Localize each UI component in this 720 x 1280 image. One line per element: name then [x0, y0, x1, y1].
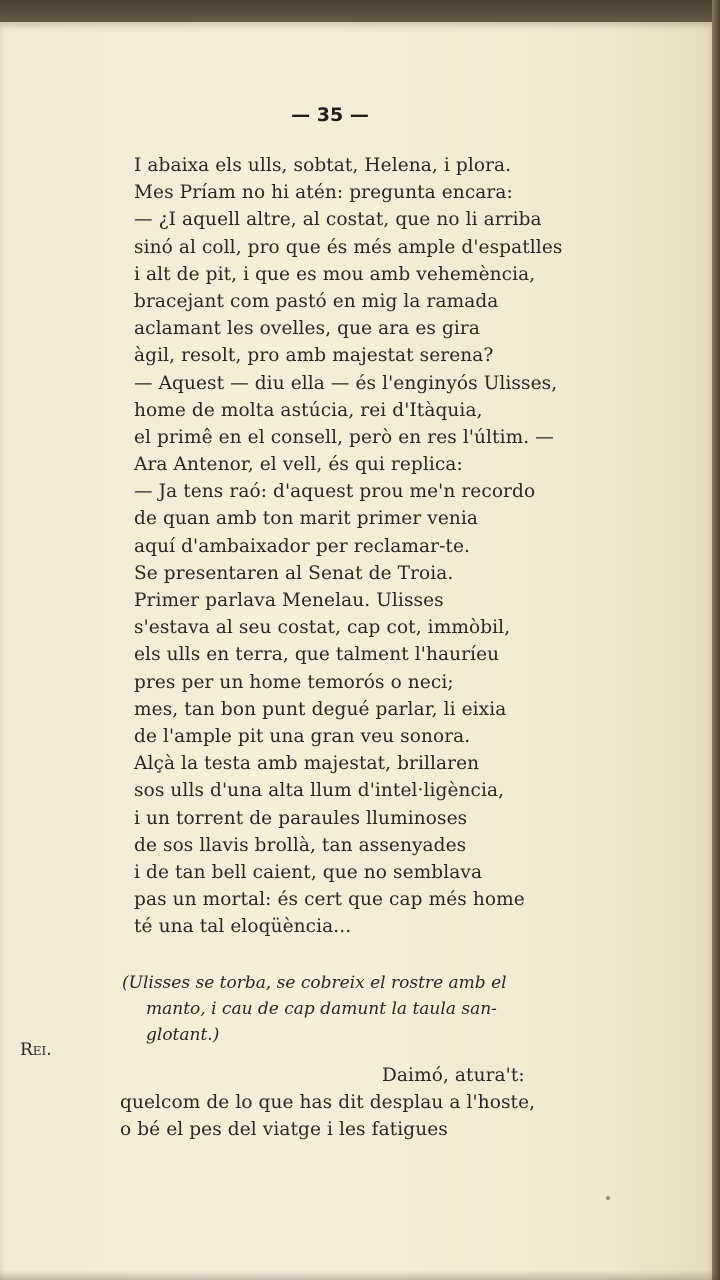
verse-line: i alt de pit, i que es mou amb vehemència, — [134, 263, 536, 285]
verse-line: de quan amb ton marit primer venia — [134, 508, 479, 530]
verse-line: aquí d'ambaixador per reclamar-te. — [134, 535, 470, 557]
verse-line: Daimó, atura't: — [382, 1065, 525, 1086]
verse-line: home de molta astúcia, rei d'Itàquia, — [134, 399, 483, 421]
verse-line: el primê en el consell, però en res l'últim. — — [134, 426, 554, 448]
verse-line: pas un mortal: és cert que cap més home — [134, 889, 525, 911]
stage-direction-line: glotant.) — [146, 1025, 220, 1045]
verse-line: Mes Príam no hi atén: pregunta encara: — [134, 182, 513, 204]
verse-line: quelcom de lo que has dit desplau a l'hoste, — [120, 1092, 536, 1114]
verse-line: els ulls en terra, que talment l'hauríeu — [134, 644, 500, 666]
verse-line: sinó al coll, pro que és més ample d'espatlles — [134, 236, 563, 258]
verse-line: té una tal eloqüència... — [134, 916, 352, 938]
verse-line: s'estava al seu costat, cap cot, immòbil, — [134, 617, 511, 639]
verse-block — [134, 152, 634, 940]
verse-line: de sos llavis brollà, tan assenyades — [134, 834, 467, 856]
speaker-name: Rei. — [20, 1040, 52, 1060]
verse-line: — Ja tens raó: d'aquest prou me'n recordo — [134, 481, 536, 503]
verse-line: bracejant com pastó en mig la ramada — [134, 290, 499, 312]
verse-line: I abaixa els ulls, sobtat, Helena, i plora. — [134, 155, 512, 176]
verse-line: mes, tan bon punt degué parlar, li eixia — [134, 698, 507, 720]
verse-line: pres per un home temorós o neci; — [134, 671, 454, 693]
verse-line: o bé el pes del viatge i les fatigues — [120, 1119, 448, 1141]
rei-speech — [120, 1062, 640, 1144]
paper-speck — [606, 1196, 610, 1200]
page-number: — 35 — — [291, 104, 369, 126]
book-edge-right — [712, 0, 720, 1280]
verse-line: i un torrent de paraules lluminoses — [134, 807, 468, 829]
verse-line: de l'ample pit una gran veu sonora. — [134, 725, 471, 747]
verse-line: aclamant les ovelles, que ara es gira — [134, 318, 480, 340]
stage-direction — [122, 970, 622, 1048]
verse-line: — Aquest — diu ella — és l'enginyós Ulisses, — [134, 372, 558, 394]
verse-line: Primer parlava Menelau. Ulisses — [134, 590, 444, 611]
verse-line: Alçà la testa amb majestat, brillaren — [134, 753, 480, 775]
page-shadow-bottom — [0, 1270, 720, 1280]
stage-direction-line: (Ulisses se torba, se cobreix el rostre amb el — [122, 973, 507, 993]
stage-direction-line: manto, i cau de cap damunt la taula san- — [146, 999, 497, 1019]
verse-line: i de tan bell caient, que no semblava — [134, 861, 483, 883]
verse-line: àgil, resolt, pro amb majestat serena? — [134, 345, 494, 367]
verse-line: — ¿I aquell altre, al costat, que no li arriba — [134, 209, 542, 231]
verse-line: Ara Antenor, el vell, és qui replica: — [134, 454, 463, 476]
verse-line: sos ulls d'una alta llum d'intel·ligència, — [134, 780, 505, 802]
verse-line: Se presentaren al Senat de Troia. — [134, 562, 454, 584]
